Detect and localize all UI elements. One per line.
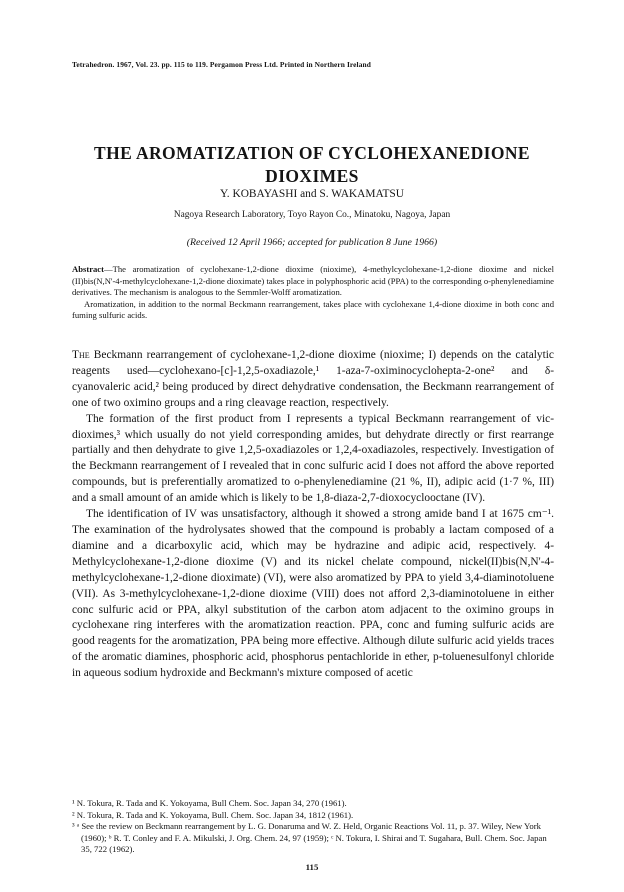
lead-word: The bbox=[72, 349, 90, 361]
footnote-1: ¹ N. Tokura, R. Tada and K. Yokoyama, Bull Chem. Soc. Japan 34, 270 (1961). bbox=[72, 798, 347, 808]
body-paragraph-1-text: Beckmann rearrangement of cyclohexane-1,2-dione dioxime (nioxime; I) depends on the catalytic reagents used—cyclohexano-[c]-1,2,5-oxadiazole,¹ 1-aza-7-oximinocyclohepta-2-one² and δ-cyanovaleric acid,² being produced by direct dehydrative condensation, the Beckmann rearrangement of one of two oximino groups and a ring cleavage reaction, respectively. bbox=[72, 349, 554, 409]
abstract-label: Abstract bbox=[72, 264, 104, 274]
body-text bbox=[72, 348, 554, 682]
body-paragraph-3: The identification of IV was unsatisfactory, although it showed a strong amide band I at 1675 cm⁻¹. The examination of the hydrolysates showed that the compound is probably a lactam composed of a diamine and a dicarboxylic acid, which may be hydrazine and adipic acid, respectively. 4-Methylcyclohexane-1,2-dione dioxime (V) and its nickel chelate compound, nickel(II)bis(N,N'-4-methylcyclohexane-1,2-dione dioximate) (VI), were also aromatized by PPA to yield 3,4-diaminotoluene (VII). As 3-methylcyclohexane-1,2-dione dioxime (VIII) does not afford 2,3-diaminotoluene in either conc sulfuric acid or PPA, alkyl substitution of the carbon atom adjacent to the oximino groups in cyclohexane ring interferes with the aromatization reaction. PPA, conc and fuming sulfuric acids are good reagents for the aromatization, PPA being more effective. Although dilute sulfuric acid yields traces of the aromatic diamines, phosphoric acid, phosphorus pentachloride in ether, p-toluenesulfonyl chloride in aqueous sodium hydroxide and Beckmann's mixture composed of acetic bbox=[72, 508, 554, 680]
footnote-2: ² N. Tokura, R. Tada and K. Yokoyama, Bull. Chem. Soc. Japan 34, 1812 (1961). bbox=[72, 809, 354, 820]
page-number: 115 bbox=[305, 862, 319, 872]
body-paragraph-2: The formation of the first product from I represents a typical Beckmann rearrangement of vic-dioximes,³ which usually do not yield corresponding amides, but dehydrate directly or first rearrange partially and then dehydrate to give 1,2,5-oxadiazoles or 1,2,4-oxadiazoles, respectively. Investigation of the Beckmann rearrangement of I revealed that in conc sulfuric acid I does not afford the above reported compounds, but is preferentially aromatized to o-phenylenediamine (21 %, II), adipic acid (1·7 %, III) and a small amount of an amide which is likely to be 1,8-diaza-2,7-dioxocyclooctane (IV). bbox=[72, 412, 554, 505]
abstract-text: —The aromatization of cyclohexane-1,2-dione dioxime (nioxime), 4-methylcyclohexane-1,2-dione dioxime and nickel (II)bis(N,N'-4-methylcyclohexane-1,2-dione dioximate) takes place in polyphosphoric acid (PPA) to the corresponding o-phenylenediamine derivatives. The mechanism is analogous to the Semmler-Wolff aromatization. bbox=[72, 264, 554, 298]
title-line-1: THE AROMATIZATION OF CYCLOHEXANEDIONE bbox=[94, 143, 530, 163]
abstract-paragraph-1 bbox=[72, 264, 554, 299]
body-paragraph-1 bbox=[72, 348, 554, 412]
article-title bbox=[0, 142, 624, 188]
running-head: Tetrahedron. 1967, Vol. 23. pp. 115 to 119. Pergamon Press Ltd. Printed in Northern Ireland bbox=[72, 60, 371, 69]
footnotes bbox=[72, 798, 554, 856]
footnote-3: ³ ᵃ See the review on Beckmann rearrangement by L. G. Donaruma and W. Z. Held, Organic Reactions Vol. 11, p. 37. Wiley, New York (1960); ᵇ R. T. Conley and F. A. Mikulski, J. Org. Chem. 24, 97 (1959); ᶜ N. Tokura, I. Shirai and T. Sugahara, Bull. Chem. Soc. Japan 35, 722 (1962). bbox=[72, 821, 547, 854]
affiliation: Nagoya Research Laboratory, Toyo Rayon Co., Minatoku, Nagoya, Japan bbox=[173, 210, 451, 220]
abstract-paragraph-2: Aromatization, in addition to the normal Beckmann rearrangement, takes place with cyclohexane 1,4-dione dioxime in both conc and fuming sulfuric acids. bbox=[72, 298, 554, 321]
title-line-2: DIOXIMES bbox=[265, 166, 359, 186]
authors: Y. KOBAYASHI and S. WAKAMATSU bbox=[220, 188, 404, 200]
abstract bbox=[72, 264, 554, 322]
received-dates: (Received 12 April 1966; accepted for publication 8 June 1966) bbox=[186, 237, 438, 248]
